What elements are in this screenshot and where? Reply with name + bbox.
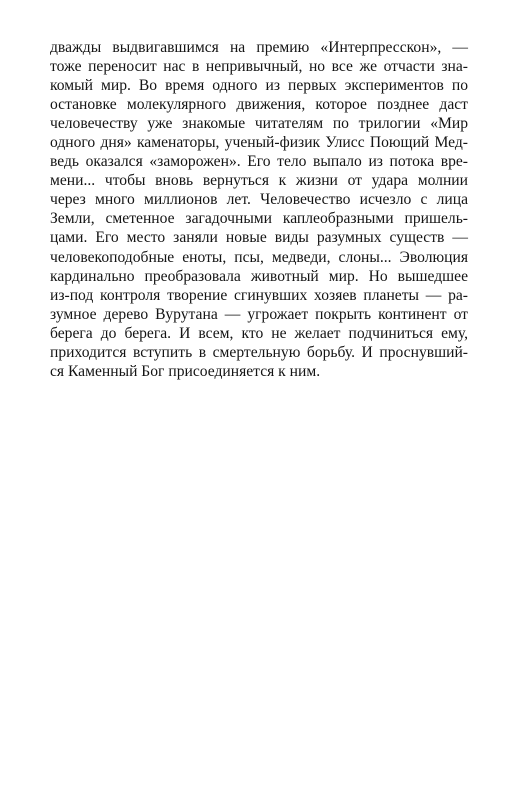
text-line: мени... чтобы вновь вернуться к жизни от удара молнии (50, 172, 468, 190)
text-line: приходится вступить в смертельную борьбу. И проснувший- (50, 343, 468, 361)
text-line: тоже переносит нас в непривычный, но все же отчасти зна- (50, 58, 468, 76)
text-line: кардинально преобразовала животный мир. Но вышедшее (50, 267, 468, 285)
text-line: зумное дерево Вурутана — угрожает покрыть континент от (50, 305, 468, 323)
text-line: остановке молекулярного движения, которое позднее даст (50, 96, 468, 114)
text-line: Земли, сметенное загадочными каплеобразными пришель- (50, 210, 468, 228)
text-line: комый мир. Во время одного из первых экспериментов по (50, 77, 468, 95)
text-line: через много миллионов лет. Человечество исчезло с лица (50, 191, 468, 209)
text-line: цами. Его место заняли новые виды разумных существ — (50, 229, 468, 247)
text-line: ведь оказался «заморожен». Его тело выпало из потока вре- (50, 153, 468, 171)
text-line: дважды выдвигавшимся на премию «Интерпресскон», — (50, 39, 468, 56)
text-line: берега до берега. И всем, кто не желает подчиниться ему, (50, 324, 468, 342)
text-line: человечеству уже знакомые читателям по трилогии «Мир (50, 115, 468, 133)
body-paragraph (50, 38, 468, 381)
text-line: из-под контроля творение сгинувших хозяев планеты — ра- (50, 286, 468, 304)
text-line: ся Каменный Бог присоединяется к ним. (50, 362, 321, 380)
text-line: одного дня» каменаторы, ученый-физик Улисс Поющий Мед- (50, 134, 468, 152)
text-line: человекоподобные еноты, псы, медведи, слоны... Эволюция (50, 248, 468, 266)
